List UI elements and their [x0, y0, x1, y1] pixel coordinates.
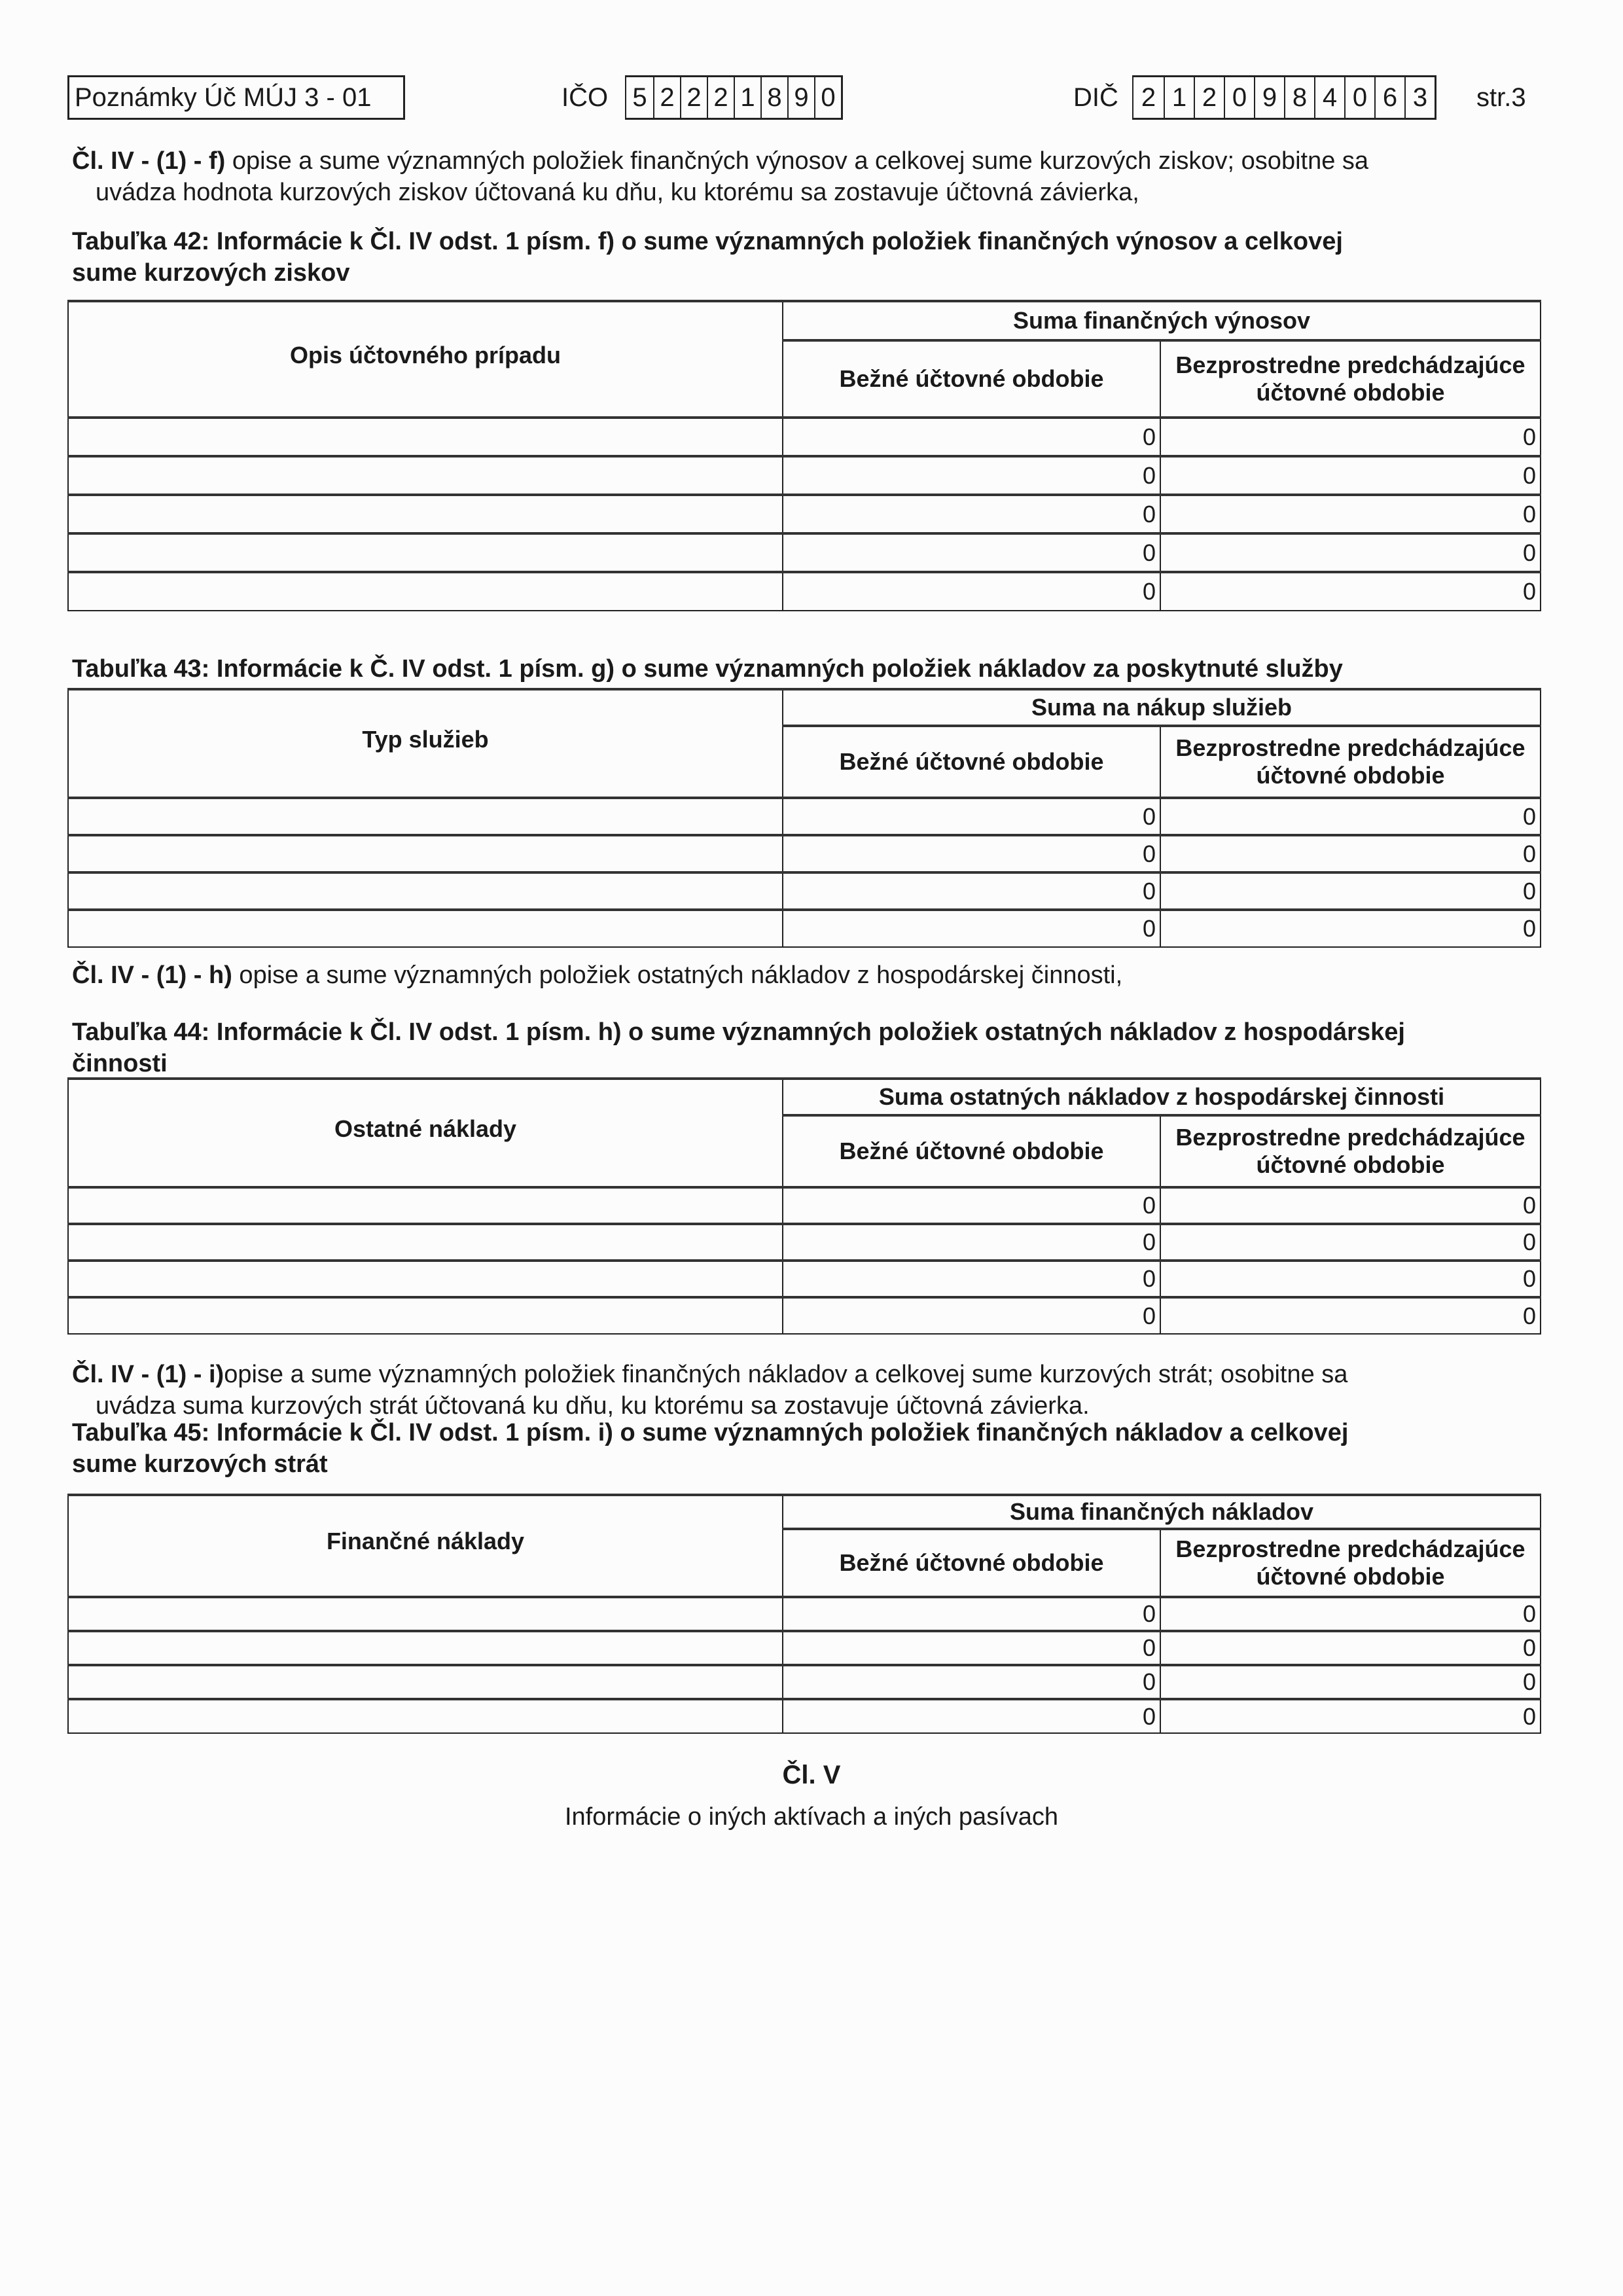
table44-col-desc: Ostatné náklady [68, 1079, 783, 1187]
table45-current-cell[interactable]: 0 [783, 1631, 1160, 1665]
table44 [67, 1077, 1541, 1335]
table43-previous-cell[interactable]: 0 [1160, 798, 1541, 835]
table43-current-cell[interactable]: 0 [783, 910, 1160, 947]
ico-digit: 2 [653, 77, 680, 118]
table-row [68, 1261, 1541, 1297]
table43-col-desc: Typ služieb [68, 689, 783, 798]
table43-current-cell[interactable]: 0 [783, 872, 1160, 910]
table44-previous-cell[interactable]: 0 [1160, 1187, 1541, 1224]
table-row [68, 572, 1541, 611]
section-v-subtitle: Informácie o iných aktívach a iných pasívach [564, 1803, 1059, 1831]
table45-previous-cell[interactable]: 0 [1160, 1597, 1541, 1631]
table-row [68, 418, 1541, 456]
table42-col-previous: Bezprostredne predchádzajúce účtovné obdobie [1160, 340, 1541, 418]
table-row [68, 495, 1541, 533]
dic-digit: 2 [1141, 83, 1156, 112]
table42-previous-cell[interactable]: 0 [1160, 533, 1541, 572]
table45-previous-cell[interactable]: 0 [1160, 1665, 1541, 1699]
table42-previous-cell[interactable]: 0 [1160, 418, 1541, 456]
table42-caption-line1: Tabuľka 42: Informácie k Čl. IV odst. 1 písm. f) o sume významných položiek finančných výnosov a celkovej [72, 228, 1343, 255]
table43-previous-cell[interactable]: 0 [1160, 872, 1541, 910]
table44-col-current: Bežné účtovné obdobie [783, 1115, 1160, 1187]
dic-digit: 0 [1344, 77, 1374, 118]
table-row [68, 910, 1541, 947]
table45-desc-cell[interactable] [68, 1597, 783, 1631]
table44-current-cell[interactable]: 0 [783, 1297, 1160, 1334]
table42-current-cell[interactable]: 0 [783, 572, 1160, 611]
table42-desc-cell[interactable] [68, 418, 783, 456]
section-i-text [72, 1359, 1551, 1422]
table-row [68, 1224, 1541, 1261]
section-f-lead: Čl. IV - (1) - f) [72, 147, 226, 175]
table42-desc-cell[interactable] [68, 572, 783, 611]
table45-previous-cell[interactable]: 0 [1160, 1699, 1541, 1733]
table-row [68, 1187, 1541, 1224]
table43-col-previous: Bezprostredne predchádzajúce účtovné obdobie [1160, 726, 1541, 798]
table-row [68, 533, 1541, 572]
ico-digit: 9 [787, 77, 814, 118]
table-row [68, 456, 1541, 495]
ico-digit: 1 [734, 77, 760, 118]
table44-current-cell[interactable]: 0 [783, 1187, 1160, 1224]
dic-digit: 2 [1194, 77, 1224, 118]
table-row [68, 1699, 1541, 1733]
table42-desc-cell[interactable] [68, 495, 783, 533]
table43-desc-cell[interactable] [68, 798, 783, 835]
table42-previous-cell[interactable]: 0 [1160, 572, 1541, 611]
dic-digit: 3 [1404, 77, 1435, 118]
table45-col-desc: Finančné náklady [68, 1495, 783, 1597]
section-f-line1: opise a sume významných položiek finančných výnosov a celkovej sume kurzových ziskov; osobitne sa [225, 147, 1369, 175]
table45-current-cell[interactable]: 0 [783, 1665, 1160, 1699]
table43-desc-cell[interactable] [68, 835, 783, 872]
ico-digit: 2 [707, 77, 734, 118]
table44-group-header: Suma ostatných nákladov z hospodárskej činnosti [783, 1079, 1541, 1115]
table-row [68, 1597, 1541, 1631]
section-v-title: Čl. V [782, 1761, 841, 1789]
dic-label: DIČ [1073, 83, 1118, 112]
table-row [68, 1631, 1541, 1665]
table42-col-current: Bežné účtovné obdobie [783, 340, 1160, 418]
dic-digit: 6 [1374, 77, 1404, 118]
section-i-lead: Čl. IV - (1) - i) [72, 1361, 224, 1388]
table44-desc-cell[interactable] [68, 1297, 783, 1334]
table44-previous-cell[interactable]: 0 [1160, 1224, 1541, 1261]
table45-group-header: Suma finančných nákladov [783, 1495, 1541, 1529]
table44-previous-cell[interactable]: 0 [1160, 1297, 1541, 1334]
table42-previous-cell[interactable]: 0 [1160, 456, 1541, 495]
section-i-line1: opise a sume významných položiek finančných nákladov a celkovej sume kurzových strát; osobitne sa [224, 1361, 1348, 1388]
table42-desc-cell[interactable] [68, 456, 783, 495]
table43-desc-cell[interactable] [68, 872, 783, 910]
ico-label: IČO [562, 83, 609, 112]
table44-current-cell[interactable]: 0 [783, 1224, 1160, 1261]
ico-digit: 2 [680, 77, 707, 118]
table45-col-previous: Bezprostredne predchádzajúce účtovné obdobie [1160, 1529, 1541, 1597]
dic-digit: 8 [1284, 77, 1314, 118]
table43-previous-cell[interactable]: 0 [1160, 910, 1541, 947]
ico-digit: 0 [814, 77, 841, 118]
table42-desc-cell[interactable] [68, 533, 783, 572]
section-h-text [72, 960, 1551, 991]
section-h-lead: Čl. IV - (1) - h) [72, 961, 232, 989]
table44-desc-cell[interactable] [68, 1261, 783, 1297]
table43-current-cell[interactable]: 0 [783, 835, 1160, 872]
table42-current-cell[interactable]: 0 [783, 533, 1160, 572]
section-f-text [72, 145, 1551, 208]
dic-digit: 9 [1254, 77, 1284, 118]
table42-caption-line2: sume kurzových ziskov [72, 259, 350, 287]
table-row [68, 1297, 1541, 1334]
table-row [68, 835, 1541, 872]
table45-desc-cell[interactable] [68, 1665, 783, 1699]
table43-current-cell[interactable]: 0 [783, 798, 1160, 835]
dic-digit: 4 [1314, 77, 1344, 118]
table42-previous-cell[interactable]: 0 [1160, 495, 1541, 533]
table43-caption: Tabuľka 43: Informácie k Č. IV odst. 1 písm. g) o sume významných položiek nákladov za poskytnuté služby [72, 655, 1343, 683]
section-f-line2: uvádza hodnota kurzových ziskov účtovaná ku dňu, ku ktorému sa zostavuje účtovná závierka, [96, 179, 1139, 206]
table45-previous-cell[interactable]: 0 [1160, 1631, 1541, 1665]
table44-previous-cell[interactable]: 0 [1160, 1261, 1541, 1297]
table44-desc-cell[interactable] [68, 1187, 783, 1224]
table44-caption [72, 1016, 1551, 1079]
dic-digits [1132, 75, 1436, 120]
table42-current-cell[interactable]: 0 [783, 456, 1160, 495]
table-row [68, 798, 1541, 835]
dic-digit: 0 [1224, 77, 1254, 118]
table43 [67, 688, 1541, 948]
table-row [68, 1665, 1541, 1699]
table45-current-cell[interactable]: 0 [783, 1597, 1160, 1631]
table45-caption-line2: sume kurzových strát [72, 1450, 328, 1478]
table45-col-current: Bežné účtovné obdobie [783, 1529, 1160, 1597]
table45-desc-cell[interactable] [68, 1631, 783, 1665]
table44-col-previous: Bezprostredne predchádzajúce účtovné obdobie [1160, 1115, 1541, 1187]
section-i-line2: uvádza suma kurzových strát účtovaná ku dňu, ku ktorému sa zostavuje účtovná závierka. [96, 1392, 1090, 1420]
table43-desc-cell[interactable] [68, 910, 783, 947]
form-title-box [67, 75, 405, 120]
table42-caption [72, 226, 1551, 289]
form-title: Poznámky Úč MÚJ 3 - 01 [75, 83, 372, 112]
table45-caption-line1: Tabuľka 45: Informácie k Čl. IV odst. 1 písm. i) o sume významných položiek finančných nákladov a celkovej [72, 1419, 1349, 1446]
table44-current-cell[interactable]: 0 [783, 1261, 1160, 1297]
table42 [67, 300, 1541, 611]
table42-current-cell[interactable]: 0 [783, 495, 1160, 533]
table42-group-header: Suma finančných výnosov [783, 301, 1541, 340]
table43-group-header: Suma na nákup služieb [783, 689, 1541, 726]
table42-current-cell[interactable]: 0 [783, 418, 1160, 456]
table42-col-desc: Opis účtovného prípadu [68, 301, 783, 418]
table-row [68, 872, 1541, 910]
table45-desc-cell[interactable] [68, 1699, 783, 1733]
page-number: str.3 [1476, 83, 1526, 112]
ico-digit: 8 [760, 77, 787, 118]
ico-digits [625, 75, 843, 120]
table45-caption [72, 1417, 1551, 1480]
table43-col-current: Bežné účtovné obdobie [783, 726, 1160, 798]
ico-digit: 5 [632, 83, 647, 112]
table44-caption-line2: činnosti [72, 1050, 168, 1077]
table44-desc-cell[interactable] [68, 1224, 783, 1261]
table45 [67, 1494, 1541, 1734]
table45-current-cell[interactable]: 0 [783, 1699, 1160, 1733]
table44-caption-line1: Tabuľka 44: Informácie k Čl. IV odst. 1 písm. h) o sume významných položiek ostatných nákladov z hospodárskej [72, 1018, 1405, 1046]
table43-previous-cell[interactable]: 0 [1160, 835, 1541, 872]
dic-digit: 1 [1164, 77, 1194, 118]
section-h-body: opise a sume významných položiek ostatných nákladov z hospodárskej činnosti, [232, 961, 1123, 989]
